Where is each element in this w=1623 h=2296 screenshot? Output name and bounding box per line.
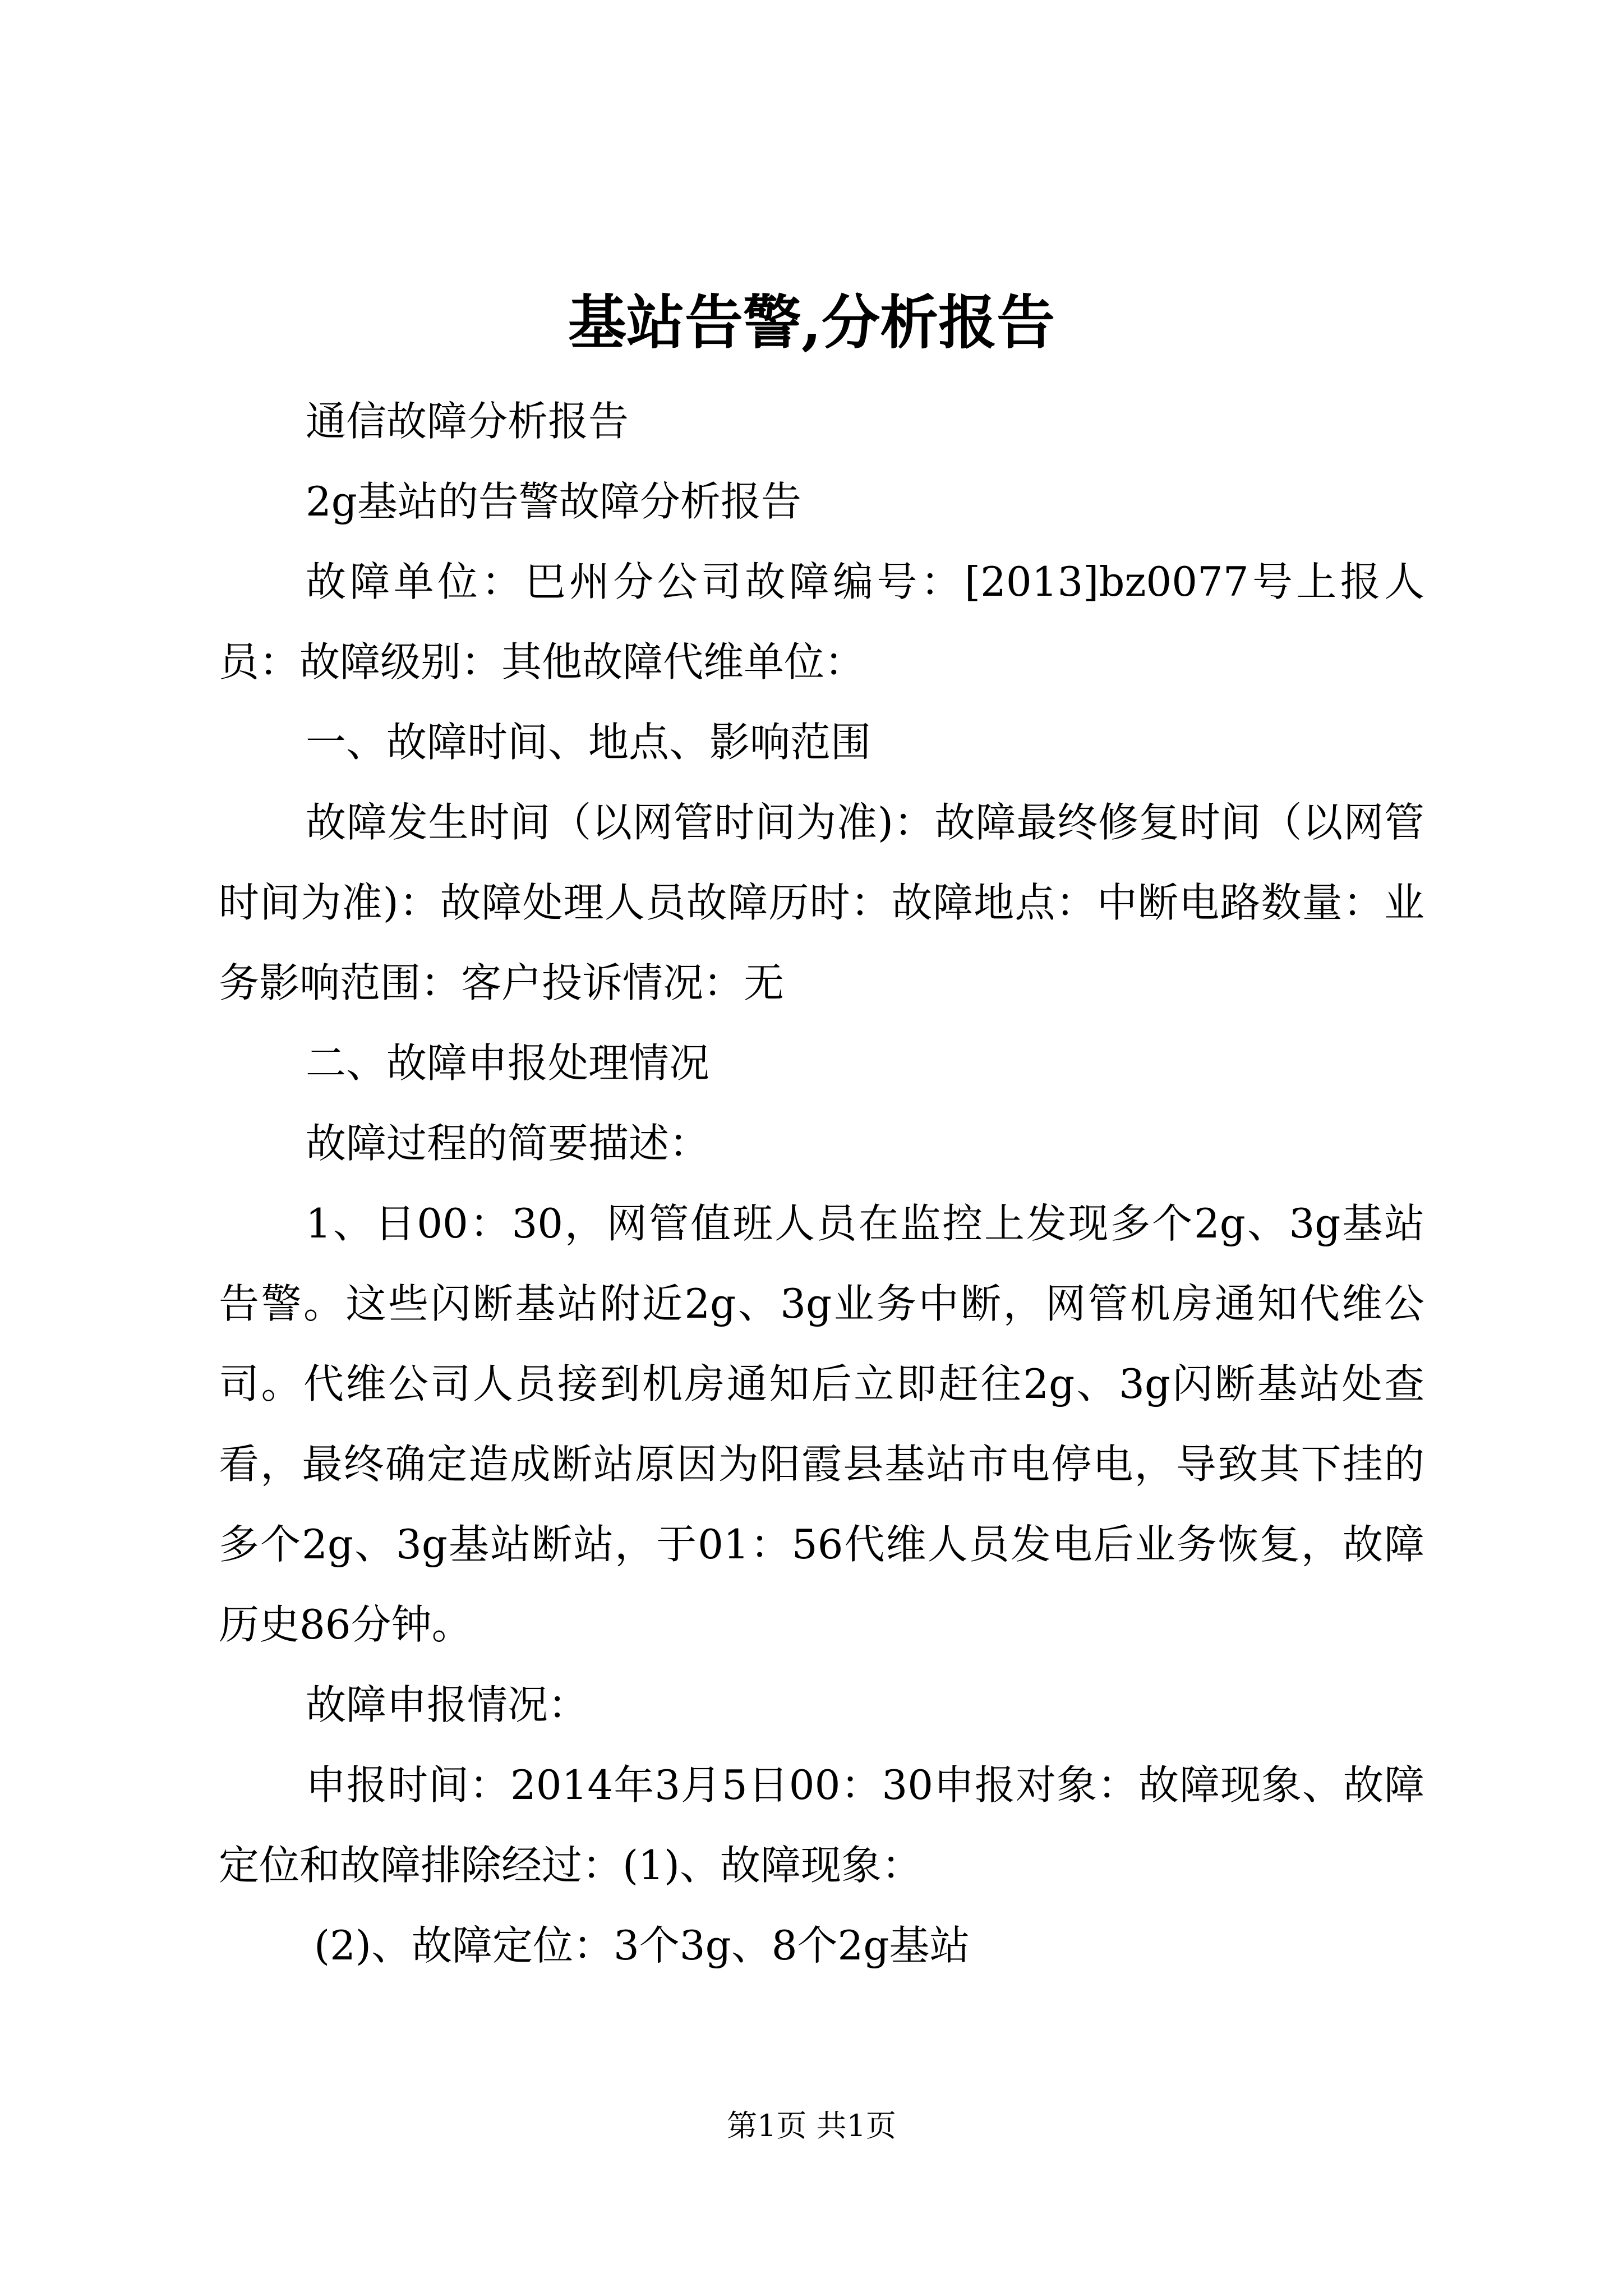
section-heading-handling: 二、故障申报处理情况: [306, 1039, 710, 1087]
paragraph-report-subject: 2g基站的告警故障分析报告: [306, 478, 801, 525]
document-title: 基站告警,分析报告: [568, 288, 1055, 357]
paragraph-fault-unit: 故障单位：巴州分公司故障编号：[2013]bz0077号上报人员：故障级别：其他故障代维单位：: [219, 558, 1424, 685]
document-body: [219, 381, 1424, 1986]
section-heading-time-place: 一、故障时间、地点、影响范围: [306, 719, 872, 766]
paragraph-process-description: 1、日00：30，网管值班人员在监控上发现多个2g、3g基站告警。这些闪断基站附近2g、3g业务中断，网管机房通知代维公司。代维公司人员接到机房通知后立即赶往2g、3g闪断基站处查看，最终确定造成断站原因为阳霞县基站市电停电，导致其下挂的多个2g、3g基站断站，于01：56代维人员发电后业务恢复，故障历史86分钟。: [219, 1200, 1424, 1648]
paragraph-report-time: 申报时间：2014年3月5日00：30申报对象：故障现象、故障定位和故障排除经过：(1)、故障现象：: [219, 1761, 1424, 1889]
paragraph-report-type: 通信故障分析报告: [306, 398, 629, 445]
page-footer: 第1页 共1页: [727, 2108, 896, 2143]
paragraph-process-label: 故障过程的简要描述：: [306, 1120, 710, 1167]
paragraph-fault-location: (2)、故障定位：3个3g、8个2g基站: [314, 1922, 970, 1969]
paragraph-report-status-label: 故障申报情况：: [306, 1681, 589, 1728]
paragraph-fault-time: 故障发生时间（以网管时间为准)：故障最终修复时间（以网管时间为准)：故障处理人员故障历时：故障地点：中断电路数量：业务影响范围：客户投诉情况：无: [219, 799, 1424, 1006]
